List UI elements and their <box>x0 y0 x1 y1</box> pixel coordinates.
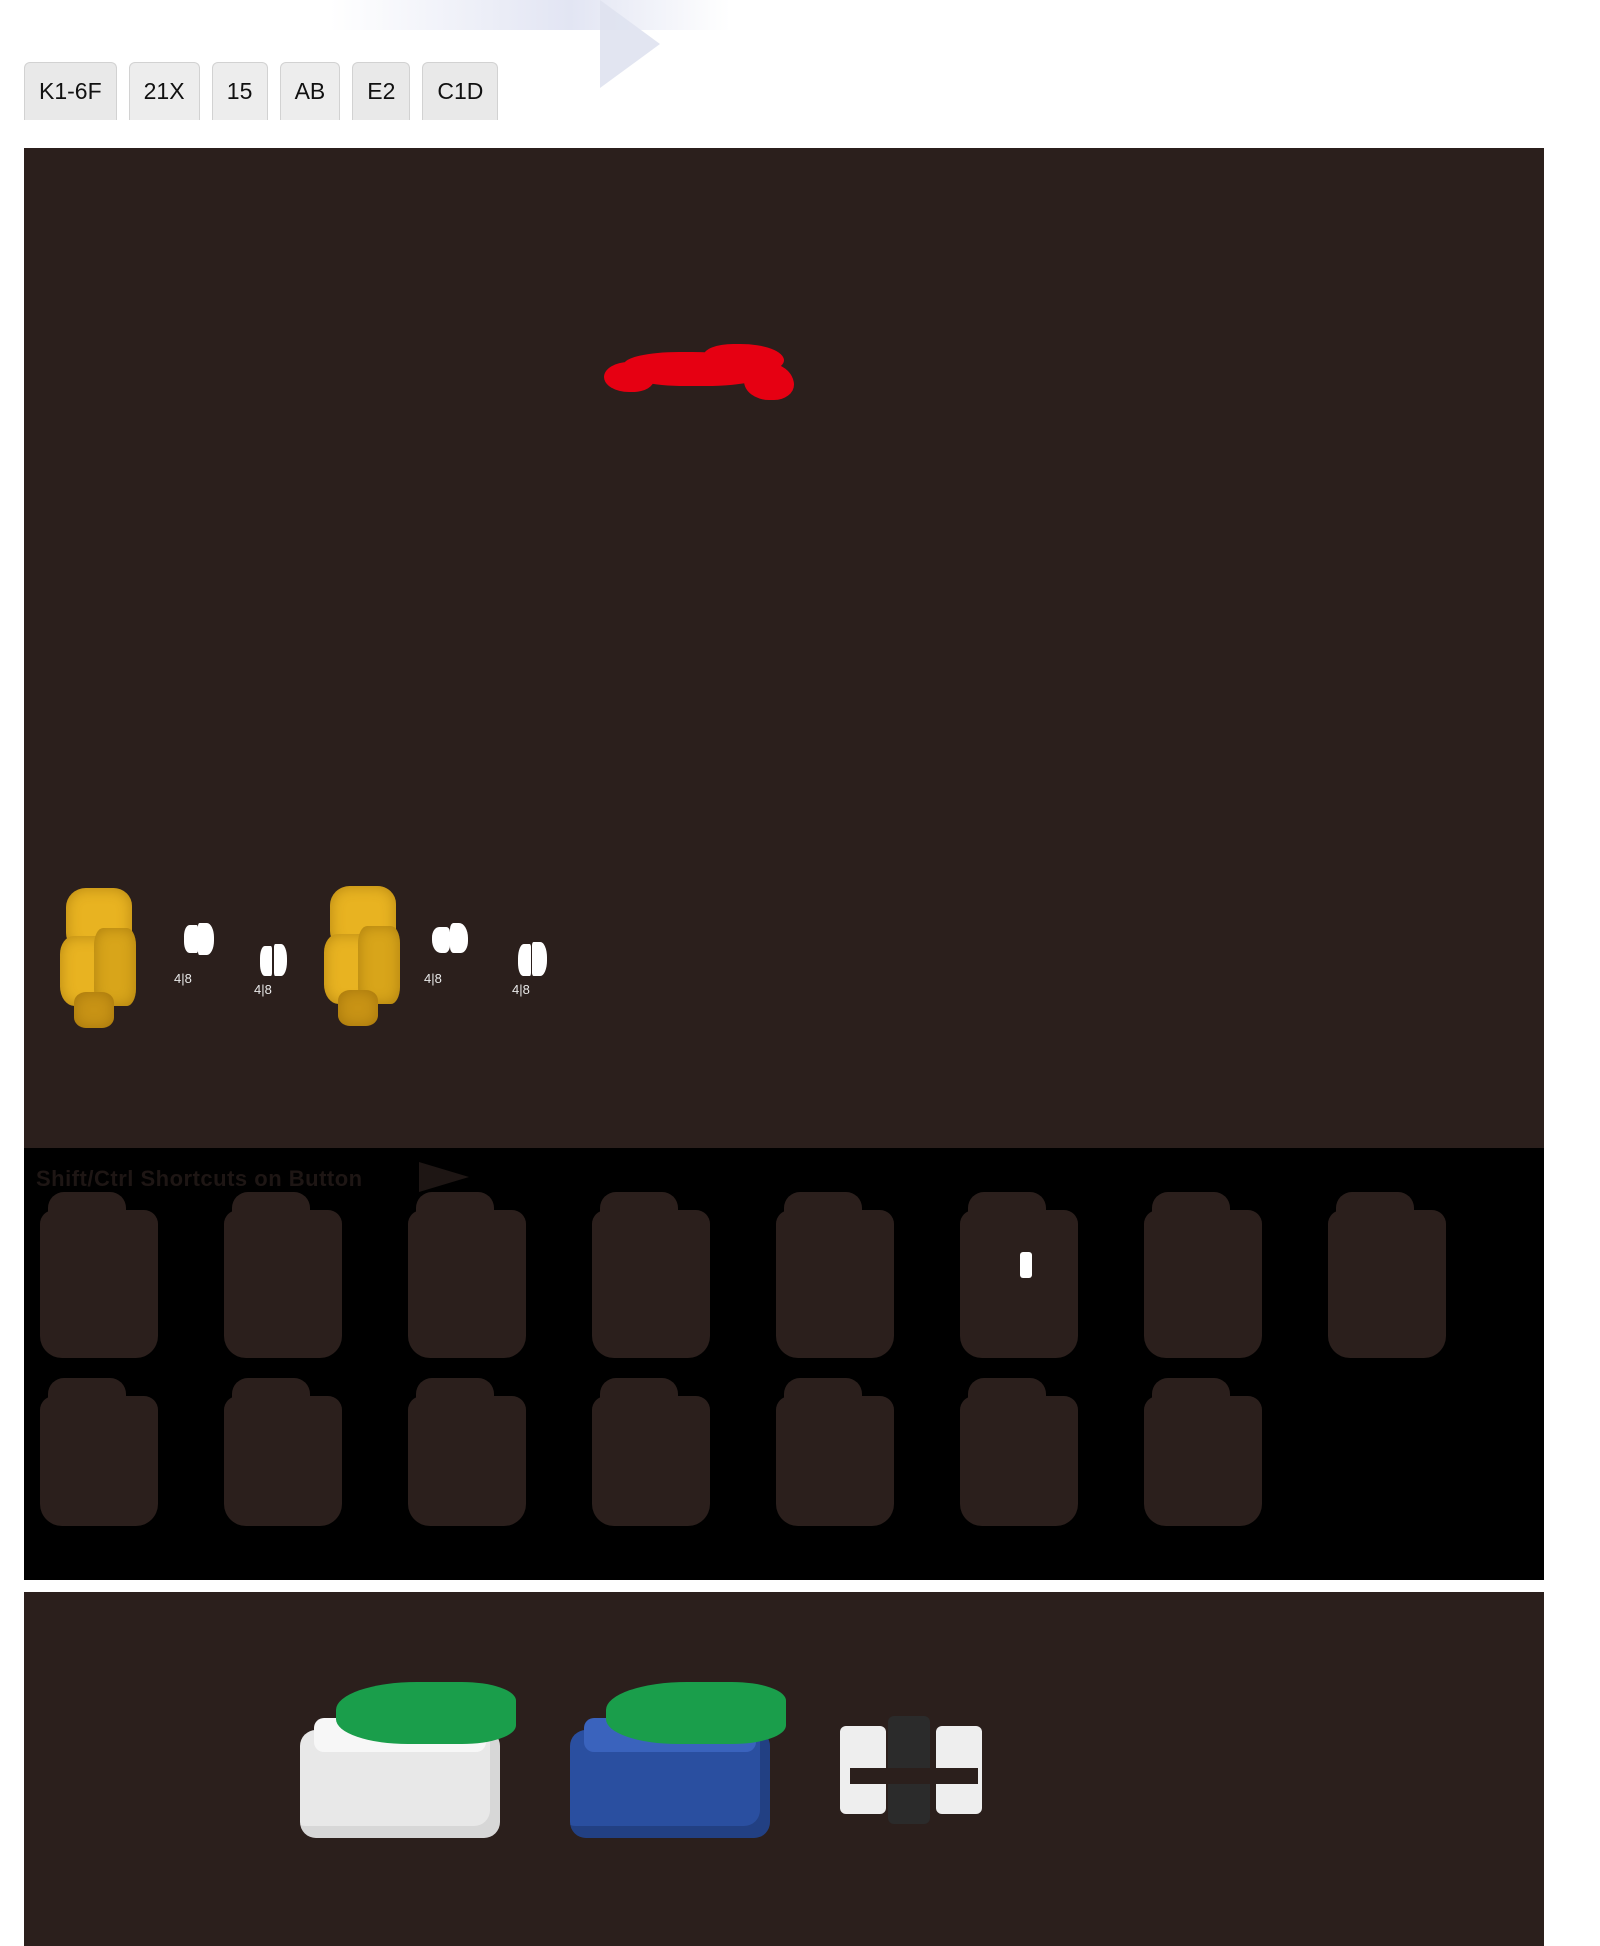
key-button[interactable] <box>408 1396 526 1526</box>
tab-label: AB <box>294 78 326 104</box>
tab-strip-arrow-icon <box>600 0 660 88</box>
keyboard-band-arrow-icon <box>419 1162 469 1192</box>
key-button[interactable] <box>776 1396 894 1526</box>
small-mark-label: 4|8 <box>424 971 442 986</box>
key-button[interactable] <box>40 1396 158 1526</box>
tab-15[interactable] <box>212 62 268 120</box>
key-button[interactable] <box>960 1396 1078 1526</box>
blue-container[interactable] <box>570 1708 770 1838</box>
key-marker-icon <box>1020 1252 1032 1278</box>
key-button[interactable] <box>592 1210 710 1358</box>
small-mark-4 <box>512 938 562 998</box>
tab-label: C1D <box>437 78 484 104</box>
clip-bracket[interactable] <box>840 1716 990 1826</box>
small-mark-label: 4|8 <box>174 971 192 986</box>
tab-label: E2 <box>367 78 396 104</box>
tab-c1d[interactable] <box>422 62 498 120</box>
tab-ab[interactable] <box>280 62 341 120</box>
tab-label: K1-6F <box>39 78 102 104</box>
key-button[interactable] <box>224 1396 342 1526</box>
key-button-marked[interactable] <box>960 1210 1078 1358</box>
tab-label: 15 <box>226 78 253 104</box>
key-button[interactable] <box>1328 1210 1446 1358</box>
green-highlight-blob <box>606 1682 786 1744</box>
red-highlight-blob <box>604 338 794 396</box>
key-button[interactable] <box>408 1210 526 1358</box>
tab-strip <box>0 0 730 148</box>
key-button[interactable] <box>224 1210 342 1358</box>
white-container[interactable] <box>300 1708 500 1838</box>
tab-strip-gradient <box>330 0 730 30</box>
small-mark-label: 4|8 <box>512 982 530 997</box>
keyboard-band <box>24 1148 1544 1580</box>
small-mark-3 <box>424 923 484 993</box>
key-button[interactable] <box>1144 1210 1262 1358</box>
green-highlight-blob <box>336 1682 516 1744</box>
tab-e2[interactable] <box>352 62 410 120</box>
gold-cluster-right <box>324 886 402 1026</box>
clip-notch <box>850 1768 978 1784</box>
keyboard-band-title: Shift/Ctrl Shortcuts on Button <box>36 1166 363 1191</box>
main-dark-panel <box>24 148 1544 1148</box>
tab-label: 21X <box>143 78 185 104</box>
gold-cluster-left <box>60 888 138 1028</box>
small-mark-2 <box>252 940 302 1000</box>
small-mark-label: 4|8 <box>254 982 272 997</box>
tab-21x[interactable] <box>129 62 200 120</box>
tab-k1-6f[interactable] <box>24 62 117 120</box>
small-mark-1 <box>174 923 234 993</box>
bottom-panel <box>24 1592 1544 1946</box>
key-button[interactable] <box>40 1210 158 1358</box>
key-button[interactable] <box>592 1396 710 1526</box>
key-row-1 <box>40 1210 1512 1358</box>
key-button[interactable] <box>776 1210 894 1358</box>
tab-list <box>0 30 510 120</box>
key-row-2 <box>40 1396 1328 1526</box>
key-button[interactable] <box>1144 1396 1262 1526</box>
